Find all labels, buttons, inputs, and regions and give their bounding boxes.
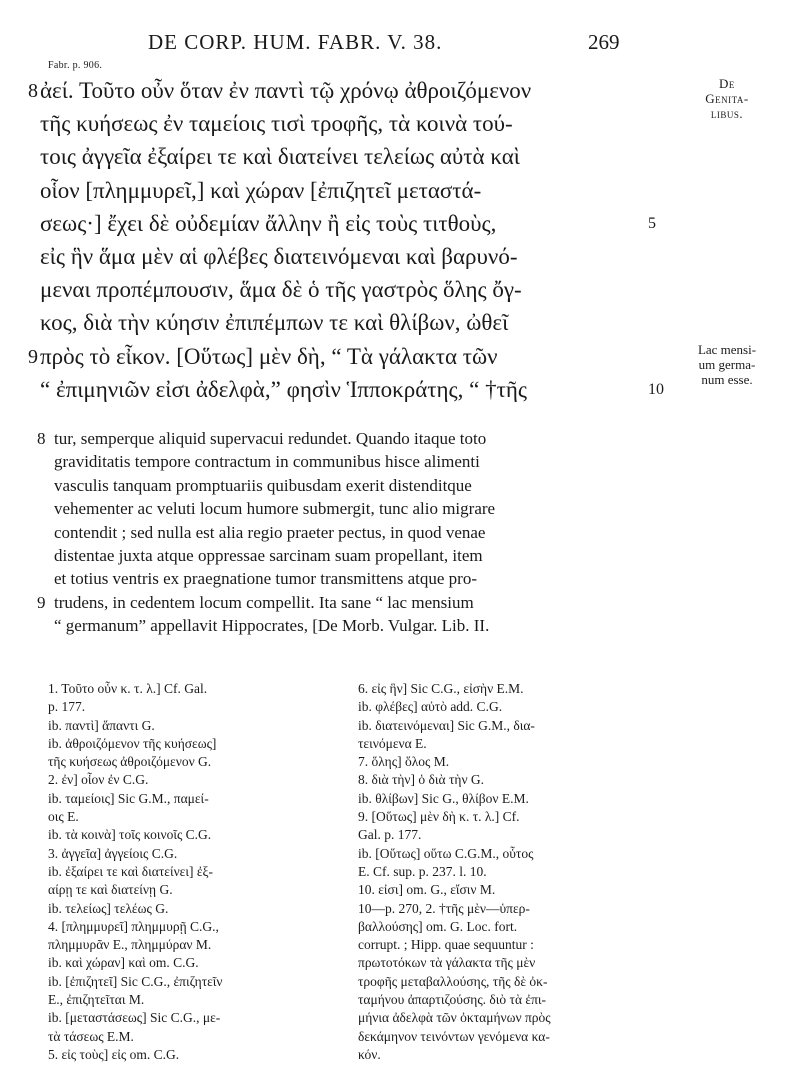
note-line: βαλλούσης] om. G. Loc. fort.: [358, 918, 518, 934]
line-number: 10: [648, 380, 664, 398]
greek-line-text: σεως·] ἔχει δὲ οὐδεμίαν ἄλλην ἢ εἰς τοὺς τιτθοὺς,: [40, 210, 497, 236]
note-line: τῆς κυήσεως ἀθροιζόμενον G.: [48, 754, 212, 770]
note-line: E., ἐπιζητεῖται M.: [48, 992, 145, 1008]
note-line: ταμήνου ἀπαρτιζούσης. διὸ τὰ ἐπι-: [358, 992, 547, 1008]
note-line: ib. παντὶ] ἅπαντι G.: [48, 717, 155, 733]
greek-line: [40, 275, 660, 311]
sidenote-line: Genita-: [705, 91, 749, 106]
note-line: ib. [ἐπιζητεῖ] Sic C.G., ἐπιζητεῖν: [48, 973, 223, 989]
latin-line: [54, 475, 654, 499]
latin-line-text: trudens, in cedentem locum compellit. Ita sane “ lac mensium: [54, 592, 474, 612]
greek-line: [40, 142, 660, 178]
note-line: 4. [πλημμυρεῖ] πλημμυρῇ C.G.,: [48, 918, 219, 934]
chapter-marker: 8: [37, 429, 46, 448]
note-line: τὰ τάσεως E.M.: [48, 1028, 134, 1044]
note-line: ib. τελείως] τελέως G.: [48, 900, 169, 916]
greek-line-text: εἰς ἣν ἅμα μὲν αἱ φλέβες διατεινόμεναι καὶ βαρυνό-: [40, 244, 518, 269]
note-line: ib. ταμείοις] Sic G.M., παμεί-: [48, 790, 209, 806]
greek-line: [40, 375, 664, 411]
greek-line: [40, 109, 660, 145]
greek-line-text: κος, διὰ τὴν κύησιν ἐπιπέμπων τε καὶ θλίβων, ὠθεῖ: [40, 310, 509, 336]
greek-line: [40, 242, 660, 278]
sidenote-line: Lac mensi-: [697, 342, 757, 357]
latin-line-text: graviditatis tempore contractum in communibus hisce alimenti: [54, 452, 480, 472]
notes-left-column: [48, 680, 348, 1064]
chapter-marker: 9: [37, 592, 46, 612]
chapter-marker: 9: [28, 345, 38, 368]
greek-line-text: ἀεί. Τοῦτο οὖν ὅταν ἐν παντὶ τῷ χρόνῳ ἀθροιζόμενον: [40, 78, 532, 103]
note-line: ib. τὰ κοινὰ] τοῖς κοινοῖς C.G.: [48, 827, 212, 843]
note-line: πλημμυρᾶν E., πλημμύραν M.: [48, 937, 212, 953]
note-line: 10. εἰσι] om. G., εἴσιν M.: [358, 882, 496, 898]
sidenote-line: um germa-: [698, 357, 756, 372]
greek-line-text: πρὸς τὸ εἶκον. [Οὕτως] μὲν δὴ, “ Τὰ γάλακτα τῶν: [40, 343, 498, 369]
note-line: οις E.: [48, 809, 79, 825]
note-line: ib. θλίβων] Sic G., θλίβον E.M.: [358, 790, 529, 806]
note-line: αίρῃ τε καὶ διατείνῃ G.: [48, 882, 173, 898]
sidenote-de-genitalibus: [682, 76, 772, 121]
note-line: κόν.: [358, 1046, 381, 1062]
latin-line: [54, 498, 654, 522]
latin-line: [54, 568, 654, 592]
note-line: μήνια ἀδελφὰ τῶν ὀκταμήνων πρὸς: [358, 1010, 551, 1026]
latin-line: [54, 545, 654, 569]
greek-line: [40, 209, 660, 245]
page-header: [0, 30, 800, 60]
note-line: ib. διατεινόμεναι] Sic G.M., δια-: [358, 717, 535, 733]
greek-line: [40, 308, 660, 344]
note-line: corrupt. ; Hipp. quae sequuntur :: [358, 937, 534, 953]
latin-line-text: et totius ventris ex praegnatione tumor transmittens atque pro-: [54, 569, 477, 589]
latin-line-text: contendit ; sed nulla est alia regio praeter pectus, in quod venae: [54, 522, 486, 542]
greek-line: [40, 176, 660, 212]
page-number: 269: [588, 30, 620, 54]
note-line: 7. ὅλης] ὅλος M.: [358, 754, 450, 770]
note-line: Gal. p. 177.: [358, 827, 422, 843]
greek-line-text: τῆς κυήσεως ἐν ταμείοις τισὶ τροφῆς, τὰ κοινὰ τού-: [40, 111, 513, 137]
note-line: 10—p. 270, 2. †τῆς μὲν—ὑπερ-: [358, 900, 530, 916]
note-line: ib. καὶ χώραν] καὶ om. C.G.: [48, 955, 199, 971]
note-line: 2. ἐν] οἷον ἐν C.G.: [48, 772, 149, 788]
note-line: ib. ἐξαίρει τε καὶ διατείνει] ἐξ-: [48, 863, 214, 879]
note-line: 5. εἰς τοὺς] εἰς om. C.G.: [48, 1046, 180, 1062]
note-line: ib. [Οὕτως] οὕτω C.G.M., οὗτος: [358, 845, 534, 861]
latin-line-text: distentae juxta atque oppressae sarcinam suam propellant, item: [54, 546, 483, 565]
latin-line-text: tur, semperque aliquid supervacui redundet. Quando itaque toto: [54, 429, 487, 448]
latin-line-text: vehementer ac veluti locum humore submergit, tunc alio migrare: [54, 499, 496, 519]
greek-line-text: οἷον [πλημμυρεῖ,] καὶ χώραν [ἐπιζητεῖ μεταστά-: [40, 177, 482, 203]
latin-line: [37, 592, 654, 616]
note-line: E. Cf. sup. p. 237. l. 10.: [358, 863, 487, 879]
latin-line: [54, 615, 654, 639]
latin-line-text: “ germanum” appellavit Hippocrates, [De Morb. Vulgar. Lib. II.: [54, 616, 490, 636]
note-line: δεκάμηνον τεινόντων γενόμενα κα-: [358, 1028, 550, 1044]
note-line: 6. εἰς ἣν] Sic C.G., εἰσὴν E.M.: [358, 681, 524, 696]
greek-line: [28, 76, 660, 112]
sidenote-line: libus.: [710, 106, 744, 121]
note-line: 8. διὰ τὴν] ὁ διὰ τὴν G.: [358, 772, 485, 788]
latin-line: [54, 451, 654, 475]
latin-line: [54, 522, 654, 546]
greek-line: [28, 342, 660, 378]
sidenote-line: De: [719, 76, 735, 91]
line-number: 5: [648, 214, 656, 232]
note-line: τροφῆς μεταβαλλούσης, τῆς δὲ ὀκ-: [358, 973, 548, 989]
sidenote-line: num esse.: [701, 372, 753, 387]
note-line: πρωτοτόκων τὰ γάλακτα τῆς μὲν: [358, 955, 536, 971]
greek-line-text: “ ἐπιμηνιῶν εἰσι ἀδελφὰ,” φησὶν Ἱπποκράτης, “ †τῆς: [40, 376, 527, 402]
note-line: τεινόμενα E.: [358, 735, 427, 751]
note-line: ib. [μεταστάσεως] Sic C.G., με-: [48, 1010, 221, 1026]
sidenote-lac-mensium: [682, 342, 772, 387]
note-line: 3. ἀγγεῖα] ἀγγείοις C.G.: [48, 845, 178, 861]
reference-note: Fabr. p. 906.: [48, 60, 103, 71]
note-line: p. 177.: [48, 699, 86, 715]
greek-line-text: μεναι προπέμπουσιν, ἅμα δὲ ὁ τῆς γαστρὸς ὅλης ὄγ-: [40, 277, 522, 303]
latin-line: [37, 428, 654, 452]
note-line: 1. Τοῦτο οὖν κ. τ. λ.] Cf. Gal.: [48, 681, 208, 696]
latin-line-text: vasculis tanquam promptuariis quibusdam exerit distenditque: [54, 475, 472, 495]
note-line: ib. φλέβες] αὐτὸ add. C.G.: [358, 699, 503, 715]
greek-line-text: τοις ἀγγεῖα ἐξαίρει τε καὶ διατείνει τελείως αὐτὰ καὶ: [40, 144, 520, 170]
note-line: 9. [Οὕτως] μὲν δὴ κ. τ. λ.] Cf.: [358, 809, 520, 825]
chapter-marker: 8: [28, 80, 38, 102]
notes-right-column: [358, 680, 658, 1064]
note-line: ib. ἀθροιζόμενον τῆς κυήσεως]: [48, 735, 217, 751]
running-head: DE CORP. HUM. FABR. V. 38.: [148, 30, 443, 54]
